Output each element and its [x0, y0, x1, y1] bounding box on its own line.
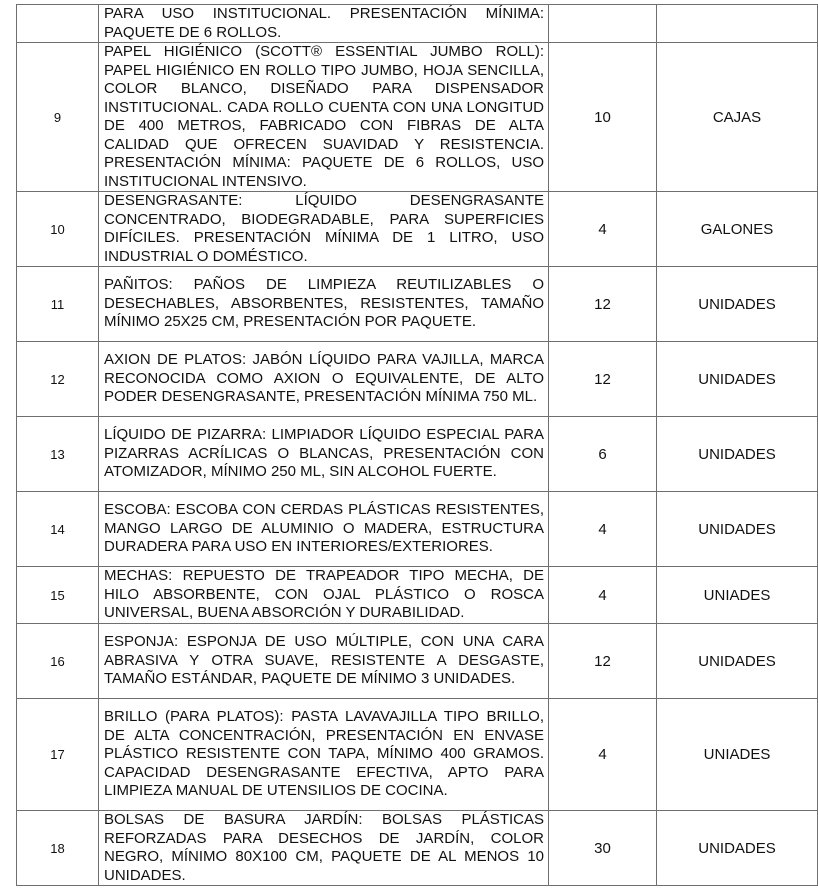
unit-cell: UNIDADES [657, 811, 818, 886]
items-table-body [17, 5, 818, 886]
description-cell [99, 699, 549, 811]
description-text: PARA USO INSTITUCIONAL. PRESENTACIÓN MÍNIMA: PAQUETE DE 6 ROLLOS. [104, 5, 544, 41]
table-row [17, 43, 818, 192]
unit-cell [657, 5, 818, 43]
table-row [17, 811, 818, 886]
table-row [17, 267, 818, 342]
item-number-cell [17, 5, 99, 43]
item-number-cell: 13 [17, 417, 99, 492]
unit-cell: UNIDADES [657, 624, 818, 699]
table-row [17, 624, 818, 699]
quantity-cell: 6 [549, 417, 657, 492]
description-text: ESCOBA: ESCOBA CON CERDAS PLÁSTICAS RESISTENTES, MANGO LARGO DE ALUMINIO O MADERA, ESTRUCTURA DURADERA PARA USO EN INTERIORES/EXTERIORES. [104, 501, 544, 556]
items-table [16, 4, 818, 886]
table-row [17, 5, 818, 43]
item-number-cell: 14 [17, 492, 99, 567]
table-row [17, 567, 818, 624]
description-cell [99, 624, 549, 699]
item-number-cell: 15 [17, 567, 99, 624]
item-number-cell: 18 [17, 811, 99, 886]
unit-cell: GALONES [657, 192, 818, 267]
description-text: MECHAS: REPUESTO DE TRAPEADOR TIPO MECHA, DE HILO ABSORBENTE, CON OJAL PLÁSTICO O ROSCA UNIVERSAL, BUENA ABSORCIÓN Y DURABILIDAD. [104, 567, 544, 622]
quantity-cell: 4 [549, 492, 657, 567]
description-text: DESENGRASANTE: LÍQUIDO DESENGRASANTE CONCENTRADO, BIODEGRADABLE, PARA SUPERFICIES DIFÍCILES. PRESENTACIÓN MÍNIMA DE 1 LITRO, USO INDUSTRIAL O DOMÉSTICO. [104, 192, 544, 265]
description-text: PAPEL HIGIÉNICO (SCOTT® ESSENTIAL JUMBO ROLL): PAPEL HIGIÉNICO EN ROLLO TIPO JUMBO, HOJA SENCILLA, COLOR BLANCO, DISEÑADO PARA DISPENSADOR INSTITUCIONAL. CADA ROLLO CUENTA CON UNA LONGITUD DE 400 METROS, FABRICADO CON FIBRAS DE ALTA CALIDAD QUE OFRECEN SUAVIDAD Y RESISTENCIA. PRESENTACIÓN MÍNIMA: PAQUETE DE 6 ROLLOS, USO INSTITUCIONAL INTENSIVO. [104, 43, 544, 190]
description-text: PAÑITOS: PAÑOS DE LIMPIEZA REUTILIZABLES O DESECHABLES, ABSORBENTES, RESISTENTES, TAMAÑO MÍNIMO 25X25 CM, PRESENTACIÓN POR PAQUETE. [104, 276, 544, 331]
description-text: LÍQUIDO DE PIZARRA: LIMPIADOR LÍQUIDO ESPECIAL PARA PIZARRAS ACRÍLICAS O BLANCAS, PRESENTACIÓN CON ATOMIZADOR, MÍNIMO 250 ML, SIN ALCOHOL FUERTE. [104, 426, 544, 481]
description-text: BRILLO (PARA PLATOS): PASTA LAVAVAJILLA TIPO BRILLO, DE ALTA CONCENTRACIÓN, PRESENTACIÓN EN ENVASE PLÁSTICO RESISTENTE CON TAPA, MÍNIMO 400 GRAMOS. CAPACIDAD DESENGRASANTE EFECTIVA, APTO PARA LIMPIEZA MANUAL DE UTENSILIOS DE COCINA. [104, 708, 544, 800]
table-row [17, 492, 818, 567]
item-number-cell: 16 [17, 624, 99, 699]
table-row [17, 699, 818, 811]
table-row [17, 417, 818, 492]
unit-cell: CAJAS [657, 43, 818, 192]
quantity-cell: 12 [549, 624, 657, 699]
quantity-cell: 12 [549, 342, 657, 417]
description-cell [99, 342, 549, 417]
description-cell [99, 5, 549, 43]
description-text: AXION DE PLATOS: JABÓN LÍQUIDO PARA VAJILLA, MARCA RECONOCIDA COMO AXION O EQUIVALENTE, DE ALTO PODER DESENGRASANTE, PRESENTACIÓN MÍNIMA 750 ML. [104, 351, 544, 406]
item-number-cell: 9 [17, 43, 99, 192]
unit-cell: UNIDADES [657, 417, 818, 492]
description-text: ESPONJA: ESPONJA DE USO MÚLTIPLE, CON UNA CARA ABRASIVA Y OTRA SUAVE, RESISTENTE A DESGASTE, TAMAÑO ESTÁNDAR, PAQUETE DE MÍNIMO 3 UNIDADES. [104, 633, 544, 688]
quantity-cell: 4 [549, 192, 657, 267]
description-cell [99, 492, 549, 567]
unit-cell: UNIDADES [657, 342, 818, 417]
quantity-cell [549, 5, 657, 43]
unit-cell: UNIDADES [657, 492, 818, 567]
quantity-cell: 12 [549, 267, 657, 342]
item-number-cell: 11 [17, 267, 99, 342]
table-row [17, 342, 818, 417]
quantity-cell: 4 [549, 567, 657, 624]
quantity-cell: 4 [549, 699, 657, 811]
quantity-cell: 10 [549, 43, 657, 192]
description-cell [99, 43, 549, 192]
description-cell [99, 811, 549, 886]
description-cell [99, 417, 549, 492]
unit-cell: UNIDADES [657, 267, 818, 342]
unit-cell: UNIADES [657, 699, 818, 811]
unit-cell: UNIADES [657, 567, 818, 624]
table-row [17, 192, 818, 267]
quantity-cell: 30 [549, 811, 657, 886]
description-cell [99, 192, 549, 267]
item-number-cell: 12 [17, 342, 99, 417]
item-number-cell: 17 [17, 699, 99, 811]
description-cell [99, 267, 549, 342]
item-number-cell: 10 [17, 192, 99, 267]
description-cell [99, 567, 549, 624]
description-text: BOLSAS DE BASURA JARDÍN: BOLSAS PLÁSTICAS REFORZADAS PARA DESECHOS DE JARDÍN, COLOR NEGRO, MÍNIMO 80X100 CM, PAQUETE DE AL MENOS 10 UNIDADES. [104, 811, 544, 884]
